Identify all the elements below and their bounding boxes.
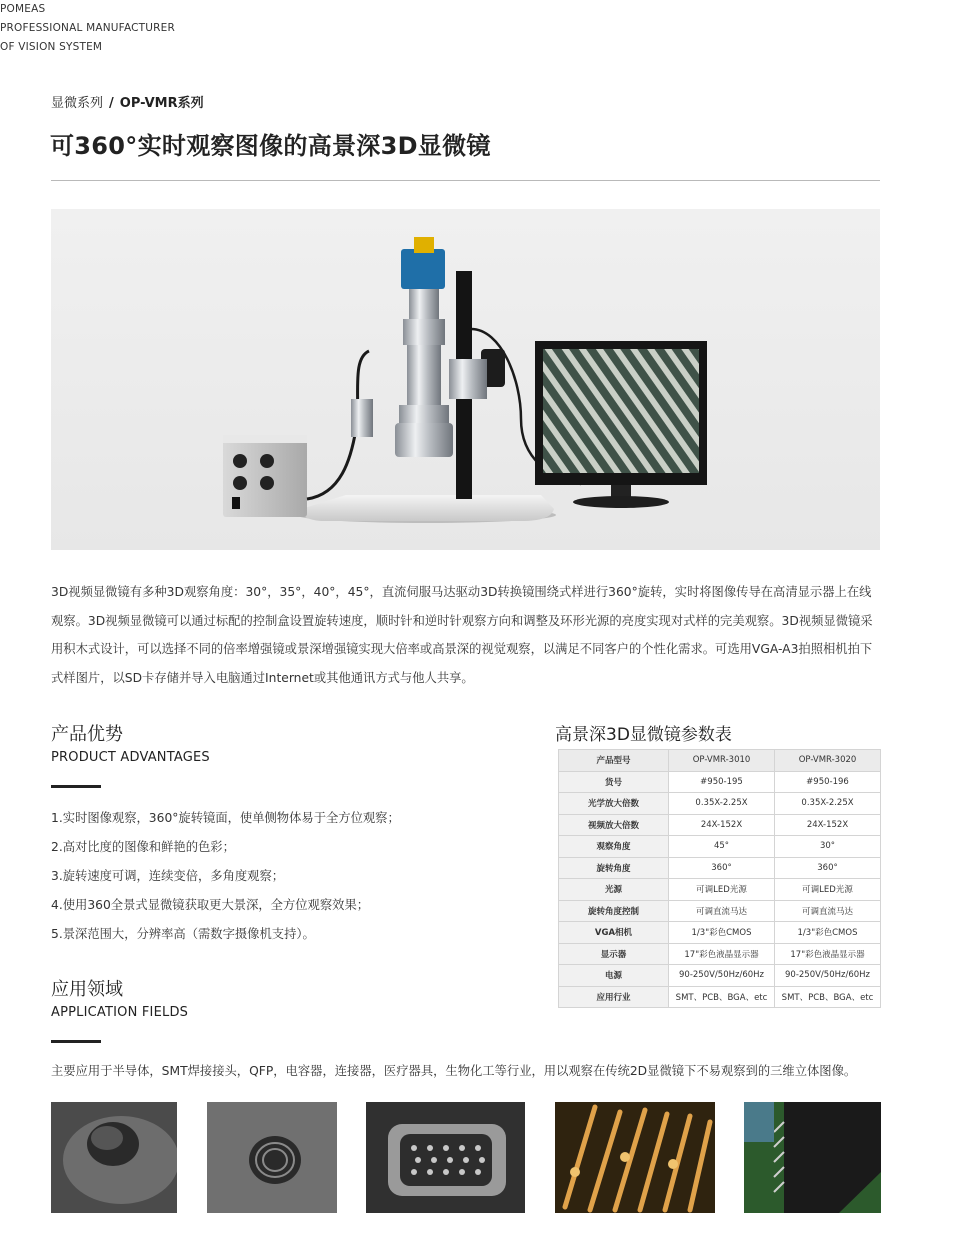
table-row [559,793,881,815]
table-row [559,814,881,836]
row-label: 光源 [559,879,669,901]
table-row [559,900,881,922]
table-row [559,836,881,858]
table-cell: 可调直流马达 [775,900,881,922]
product-hero-image [51,209,880,550]
advantages-title-cn: 产品优势 [51,724,123,745]
table-cell: 1/3"彩色CMOS [669,922,775,944]
advantages-underline [51,785,101,788]
table-cell: SMT、PCB、BGA、etc [775,986,881,1008]
applications-description: 主要应用于半导体，SMT焊接接头，QFP，电容器，连接器，医疗器具，生物化工等行业，用以观察在传统2D显微镜下不易观察到的三维立体图像。 [51,1064,857,1078]
spec-table-title: 高景深3D显微镜参数表 [555,725,732,745]
table-row [559,879,881,901]
list-item: 4.使用360全景式显微镜获取更大景深，全方位观察效果； [51,898,370,912]
breadcrumb-separator: / [109,96,114,111]
table-row [559,771,881,793]
table-header-cell: OP-VMR-3010 [669,750,775,772]
table-row [559,965,881,987]
title-divider [51,180,880,181]
table-cell: 90-250V/50Hz/60Hz [669,965,775,987]
sample-image-threaded-hole [207,1102,337,1213]
table-cell: 可调LED光源 [775,879,881,901]
applications-underline [51,1040,101,1043]
spec-table [558,749,881,1008]
table-cell: 45° [669,836,775,858]
brand-tagline-2: OF VISION SYSTEM [0,41,103,53]
breadcrumb [51,92,204,111]
table-header-cell: 产品型号 [559,750,669,772]
advantages-list [51,804,400,949]
list-item: 2.高对比度的图像和鲜艳的色彩； [51,840,235,854]
microscope-system-illustration [51,209,880,550]
table-cell: 90-250V/50Hz/60Hz [775,965,881,987]
list-item: 5.景深范围大，分辨率高（需数字摄像机支持）。 [51,927,315,941]
sample-image-button-cap [51,1102,177,1213]
table-header-cell: OP-VMR-3020 [775,750,881,772]
intro-paragraph: 3D视频显微镜有多种3D观察角度：30°，35°，40°，45°，直流伺服马达驱动3D转换镜围绕式样进行360°旋转，实时将图像传导在高清显示器上在线观察。3D视频显微镜可以通过标配的控制盒设置旋转速度，顺时针和逆时针观察方向和调整及环形光源的亮度实现对式样的完美观察。3D视频显微镜采用积木式设计，可以选择不同的倍率增强镜或景深增强镜实现大倍率或高景深的视觉观察，以满足不同客户的个性化需求。可选用VGA-A3拍照相机拍下式样图片，以SD卡存储并导入电脑通过Internet或其他通讯方式与他人共享。 [51,585,873,685]
breadcrumb-parent[interactable]: 显微系列 [51,96,104,111]
table-cell: 17"彩色液晶显示器 [669,943,775,965]
table-cell: 1/3"彩色CMOS [775,922,881,944]
row-label: 视频放大倍数 [559,814,669,836]
table-cell: 可调LED光源 [669,879,775,901]
table-cell: 可调直流马达 [669,900,775,922]
table-cell: SMT、PCB、BGA、etc [669,986,775,1008]
table-header-row [559,750,881,772]
table-cell: 17"彩色液晶显示器 [775,943,881,965]
table-cell: 24X-152X [669,814,775,836]
table-cell: #950-196 [775,771,881,793]
page-title: 可360°实时观察图像的高景深3D显微镜 [50,132,491,160]
brand-header [0,0,175,57]
table-row [559,857,881,879]
sample-image-gold-pins [555,1102,715,1213]
table-row [559,943,881,965]
advantages-title-en: PRODUCT ADVANTAGES [51,750,210,765]
row-label: 电源 [559,965,669,987]
list-item: 1.实时图像观察，360°旋转镜面，使单侧物体易于全方位观察； [51,811,400,825]
sample-image-pcb-chip [744,1102,881,1213]
row-label: 货号 [559,771,669,793]
row-label: 应用行业 [559,986,669,1008]
row-label: 旋转角度 [559,857,669,879]
table-row [559,922,881,944]
brand-tagline-1: PROFESSIONAL MANUFACTURER [0,22,175,34]
table-cell: 24X-152X [775,814,881,836]
list-item: 3.旋转速度可调，连续变倍，多角度观察； [51,869,285,883]
table-cell: 360° [775,857,881,879]
applications-title-cn: 应用领域 [51,979,123,1000]
table-cell: 360° [669,857,775,879]
table-cell: 0.35X-2.25X [775,793,881,815]
row-label: 观察角度 [559,836,669,858]
breadcrumb-current: OP-VMR系列 [119,96,204,111]
table-row [559,986,881,1008]
table-cell: #950-195 [669,771,775,793]
sample-image-vga-connector [366,1102,525,1213]
applications-title-en: APPLICATION FIELDS [51,1005,189,1020]
table-cell: 30° [775,836,881,858]
row-label: 旋转角度控制 [559,900,669,922]
table-cell: 0.35X-2.25X [669,793,775,815]
row-label: 显示器 [559,943,669,965]
brand-name: POMEAS [0,3,46,15]
row-label: VGA相机 [559,922,669,944]
row-label: 光学放大倍数 [559,793,669,815]
